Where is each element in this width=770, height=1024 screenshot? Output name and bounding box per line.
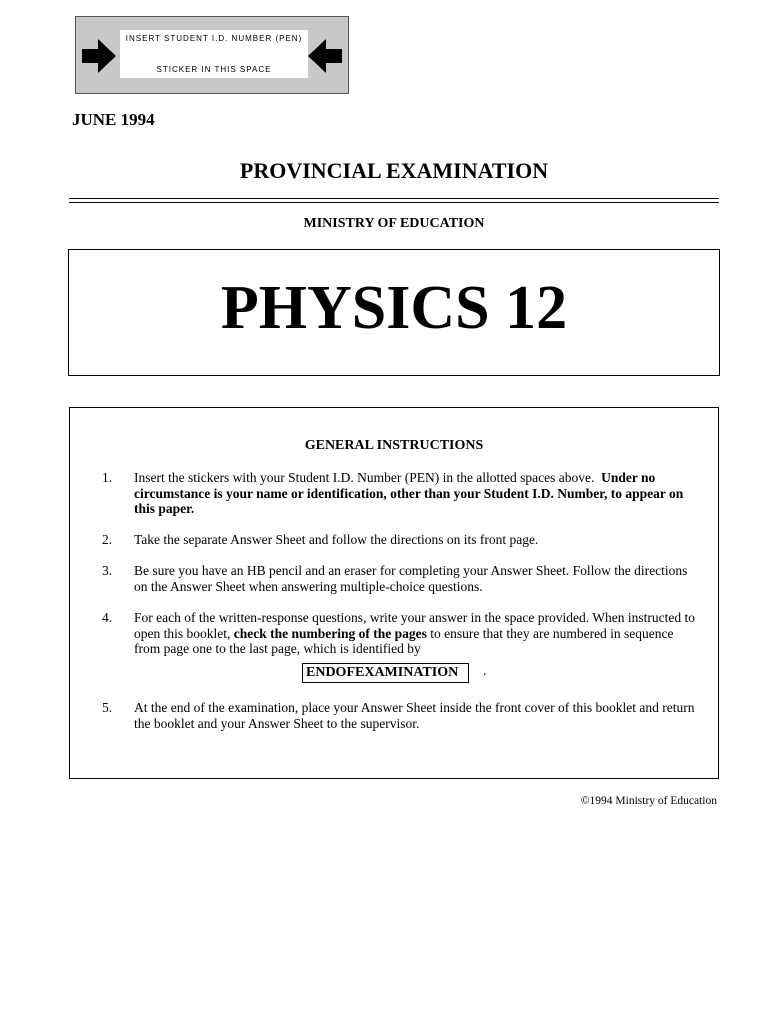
instructions-box [69, 407, 719, 779]
exam-date: JUNE 1994 [72, 110, 155, 129]
copyright-notice: ©1994 Ministry of Education [580, 795, 717, 807]
instruction-text: Insert the stickers with your Student I.D. Number (PEN) in the allotted spaces above. [134, 470, 595, 485]
instruction-item [102, 610, 700, 657]
instruction-number: 2. [102, 532, 113, 547]
instruction-text: For each of the written-response questions, write your answer in the space provided. When instructed to open this booklet, [134, 610, 695, 641]
sticker-instruction-line1: INSERT STUDENT I.D. NUMBER (PEN) [125, 34, 303, 43]
instructions-heading: GENERAL INSTRUCTIONS [304, 438, 484, 453]
instruction-text: Be sure you have an HB pencil and an eraser for completing your Answer Sheet. Follow the directions on the Answer Sheet when answering multiple-choice questions. [134, 563, 688, 594]
arrow-right-icon [82, 39, 116, 73]
instruction-item [102, 700, 700, 731]
instruction-number: 3. [102, 563, 113, 578]
sticker-space [120, 30, 308, 78]
end-label-period: . [483, 664, 487, 679]
student-id-sticker-box [75, 16, 349, 94]
instruction-text: Take the separate Answer Sheet and follow the directions on its front page. [134, 532, 539, 547]
instruction-bold-text: check the numbering of the pages [233, 625, 427, 641]
subject-title-box [68, 249, 720, 376]
divider-rule [69, 198, 719, 199]
arrow-left-icon [308, 39, 342, 73]
instruction-text: to ensure that they are numbered in sequence from page one to the last page, which is identified by [134, 625, 674, 656]
exam-title: PROVINCIAL EXAMINATION [239, 158, 549, 183]
subject-title: PHYSICS 12 [220, 274, 568, 342]
sticker-instruction-line2: STICKER IN THIS SPACE [156, 65, 272, 74]
instruction-item [102, 563, 700, 594]
end-of-examination-label: ENDOFEXAMINATION [302, 663, 469, 683]
instruction-item [102, 532, 700, 548]
instruction-number: 1. [102, 470, 113, 485]
instruction-number: 4. [102, 610, 113, 625]
instruction-number: 5. [102, 700, 113, 715]
instruction-item [102, 470, 700, 517]
divider-rule [69, 202, 719, 203]
instruction-text: At the end of the examination, place your Answer Sheet inside the front cover of this booklet and return the booklet and your Answer Sheet to the supervisor. [134, 700, 695, 731]
ministry-name: MINISTRY OF EDUCATION [303, 216, 485, 231]
instruction-bold-text: Under no circumstance is your name or identification, other than your Student I.D. Number, to appear on this paper. [134, 470, 684, 516]
